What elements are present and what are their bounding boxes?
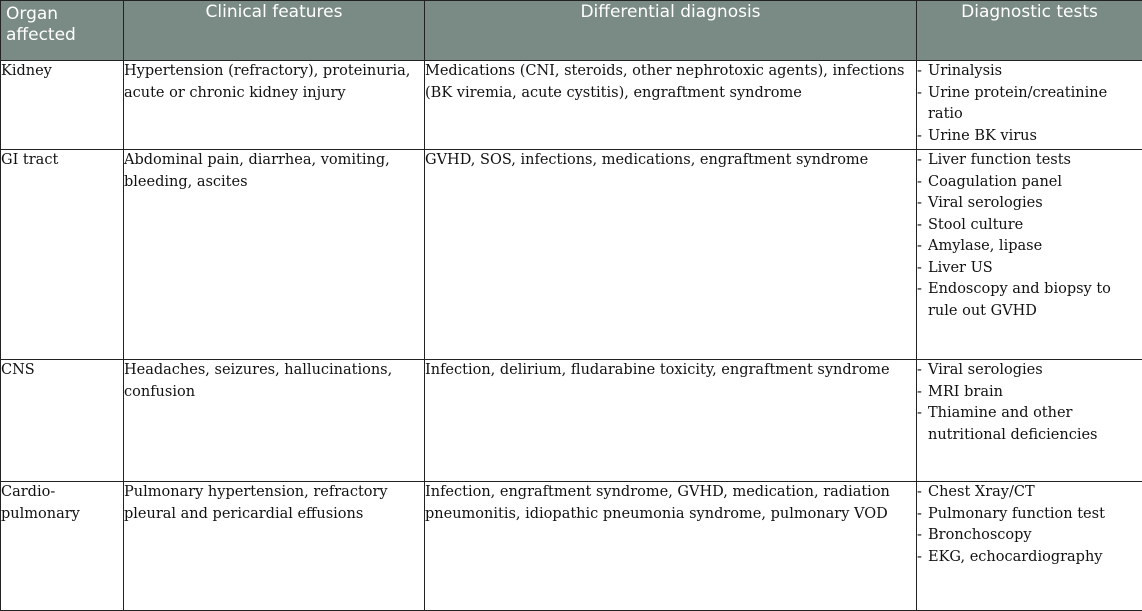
tests-cell <box>917 360 1142 482</box>
table-row <box>1 150 1142 360</box>
features-cell: Abdominal pain, diarrhea, vomiting, bleeding, ascites <box>124 150 425 360</box>
tests-list <box>917 61 1142 147</box>
test-item: - Liver function tests <box>917 152 1072 168</box>
test-item: - Thiamine and other nutritional deficiencies <box>917 405 1098 443</box>
test-item: - Liver US <box>917 259 993 276</box>
test-item: - Bronchoscopy <box>917 527 1032 543</box>
tests-cell <box>917 482 1142 611</box>
differential-cell: GVHD, SOS, infections, medications, engraftment syndrome <box>425 150 917 360</box>
test-item: - Viral serologies <box>917 195 1043 211</box>
test-item: - Endoscopy and biopsy to rule out GVHD <box>917 281 1111 319</box>
tests-cell <box>917 150 1142 360</box>
test-item: - MRI brain <box>917 383 1003 400</box>
organ-cell: Cardio-pulmonary <box>1 482 124 611</box>
test-item: - Amylase, lipase <box>917 238 1043 254</box>
features-cell: Headaches, seizures, hallucinations, confusion <box>124 360 425 482</box>
header-organ: Organ affected <box>1 1 124 61</box>
organ-cell: Kidney <box>1 61 124 150</box>
organ-cell: GI tract <box>1 150 124 360</box>
differential-cell: Infection, engraftment syndrome, GVHD, medication, radiation pneumonitis, idiopathic pneumonia syndrome, pulmonary VOD <box>425 482 917 611</box>
test-item: - Stool culture <box>917 216 1024 233</box>
test-item: - Urine BK virus <box>917 127 1037 144</box>
tests-list <box>917 360 1142 446</box>
test-item: - Chest Xray/CT <box>917 484 1035 500</box>
table-row <box>1 482 1142 611</box>
organ-cell: CNS <box>1 360 124 482</box>
test-item: - Urine protein/creatinine ratio <box>917 84 1108 122</box>
tests-list <box>917 150 1142 322</box>
test-item: - Urinalysis <box>917 63 1003 79</box>
table-row <box>1 360 1142 482</box>
header-row <box>1 1 1142 61</box>
tests-cell <box>917 61 1142 150</box>
differential-cell: Infection, delirium, fludarabine toxicity, engraftment syndrome <box>425 360 917 482</box>
table-row <box>1 61 1142 150</box>
features-cell: Hypertension (refractory), proteinuria, acute or chronic kidney injury <box>124 61 425 150</box>
test-item: - Coagulation panel <box>917 173 1062 190</box>
header-differential-diagnosis: Differential diagnosis <box>425 1 917 61</box>
header-diagnostic-tests: Diagnostic tests <box>917 1 1142 61</box>
test-item: - Pulmonary function test <box>917 505 1105 522</box>
differential-cell: Medications (CNI, steroids, other nephrotoxic agents), infections (BK viremia, acute cystitis), engraftment syndrome <box>425 61 917 150</box>
features-cell: Pulmonary hypertension, refractory pleural and pericardial effusions <box>124 482 425 611</box>
tests-list <box>917 482 1142 568</box>
test-item: - EKG, echocardiography <box>917 548 1103 565</box>
header-clinical-features: Clinical features <box>124 1 425 61</box>
test-item: - Viral serologies <box>917 362 1043 378</box>
